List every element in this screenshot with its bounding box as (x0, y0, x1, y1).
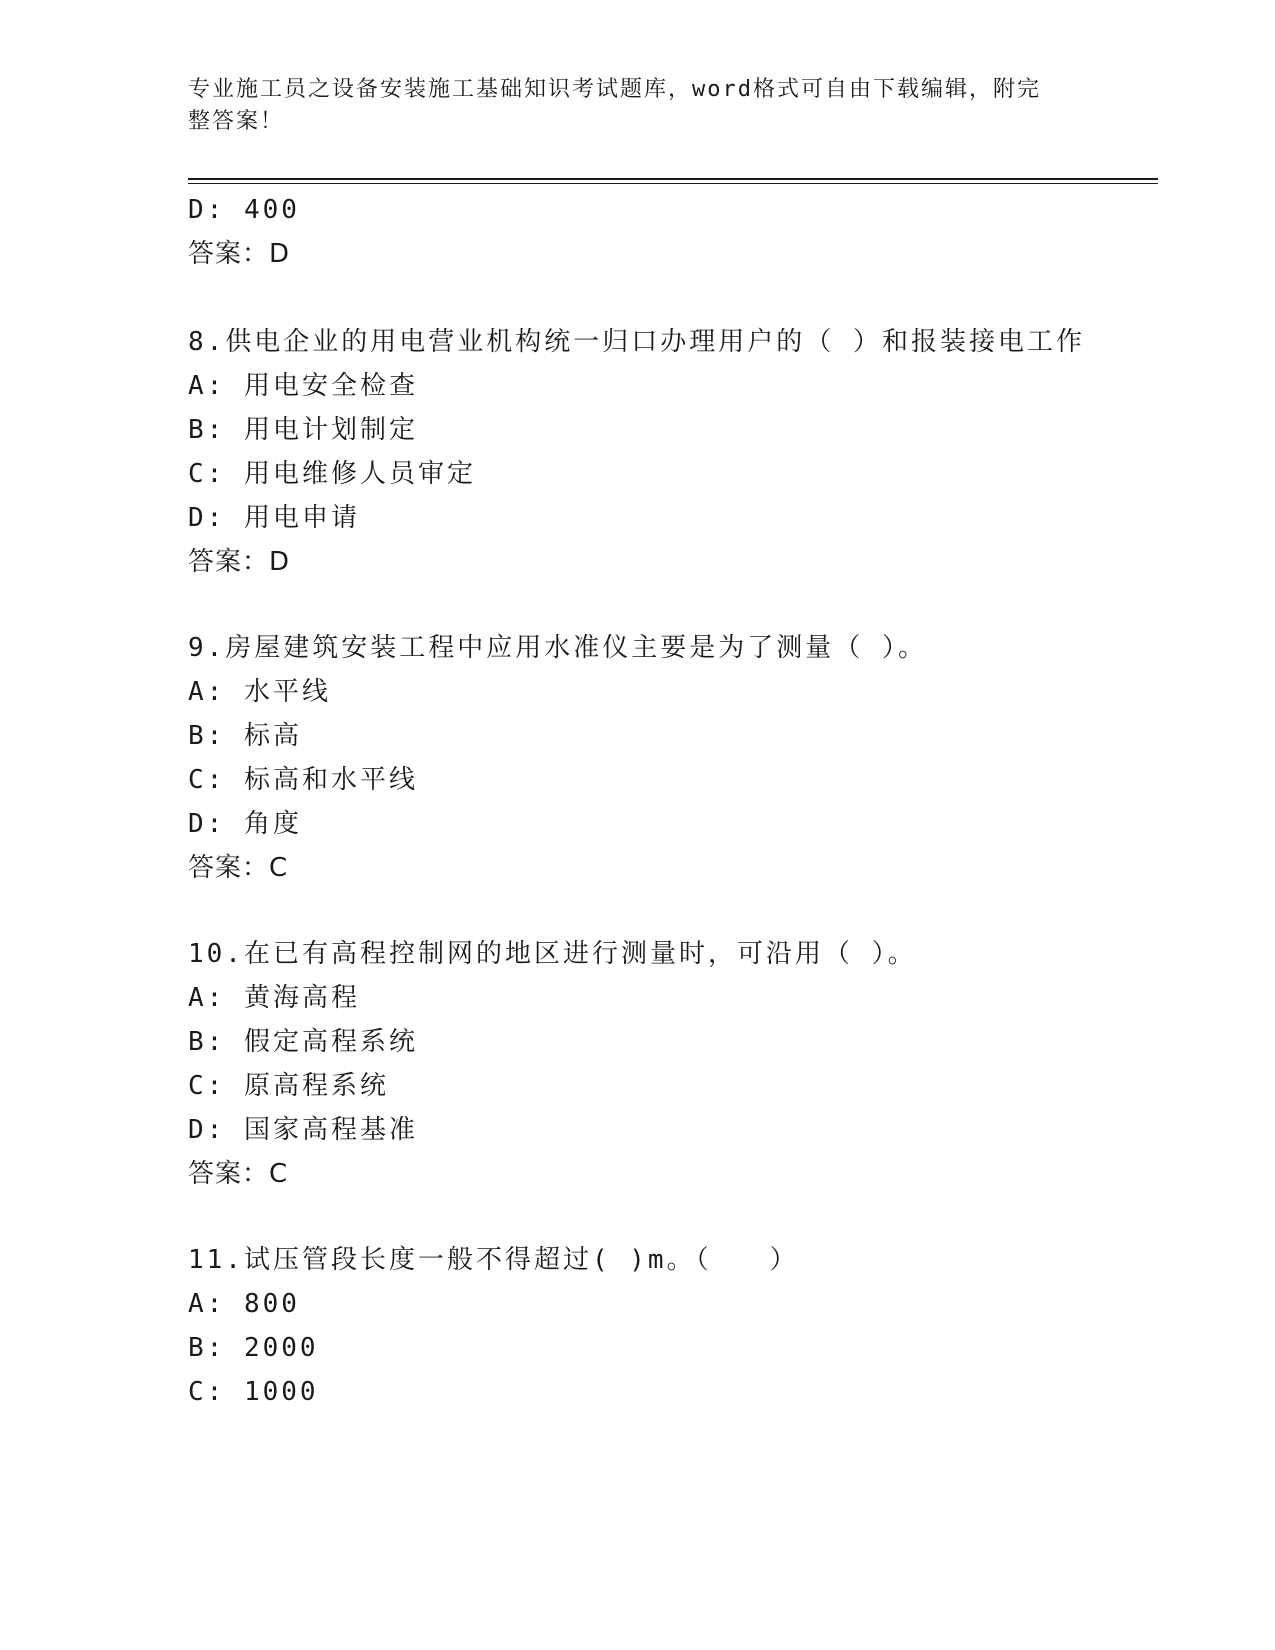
question-10-answer: 答案：C (188, 1159, 289, 1189)
question-10-stem: 10.在已有高程控制网的地区进行测量时，可沿用（ ）。 (188, 939, 917, 969)
question-8-option-c: C: 用电维修人员审定 (188, 459, 476, 489)
header-line-2: 整答案！ (188, 109, 285, 134)
prev-option-d: D: 400 (188, 195, 300, 225)
question-9-option-a: A: 水平线 (188, 677, 331, 707)
question-11-option-b: B: 2000 (188, 1333, 319, 1363)
prev-answer: 答案：D (188, 239, 291, 269)
question-8-option-b: B: 用电计划制定 (188, 415, 418, 445)
header-line-1: 专业施工员之设备安装施工基础知识考试题库，word格式可自由下载编辑，附完 (188, 77, 1041, 102)
question-11-option-a: A: 800 (188, 1289, 300, 1319)
question-9-option-b: B: 标高 (188, 721, 302, 751)
question-9-answer: 答案：C (188, 853, 289, 883)
question-10-option-b: B: 假定高程系统 (188, 1027, 418, 1057)
document-header (188, 74, 1078, 138)
question-10-option-d: D: 国家高程基准 (188, 1115, 418, 1145)
question-8-stem: 8.供电企业的用电营业机构统一归口办理用户的（ ）和报装接电工作 (188, 327, 1085, 357)
question-10-option-c: C: 原高程系统 (188, 1071, 389, 1101)
question-8-option-a: A: 用电安全检查 (188, 371, 418, 401)
question-10-option-a: A: 黄海高程 (188, 983, 360, 1013)
question-8-answer: 答案：D (188, 547, 291, 577)
header-divider-thick (188, 178, 1158, 180)
question-8-option-d: D: 用电申请 (188, 503, 360, 533)
question-9-stem: 9.房屋建筑安装工程中应用水准仪主要是为了测量（ ）。 (188, 633, 927, 663)
header-divider-thin (188, 183, 1158, 184)
question-11-stem: 11.试压管段长度一般不得超过( )m。（ ） (188, 1245, 799, 1275)
question-9-option-c: C: 标高和水平线 (188, 765, 418, 795)
question-11-option-c: C: 1000 (188, 1377, 319, 1407)
question-9-option-d: D: 角度 (188, 809, 302, 839)
